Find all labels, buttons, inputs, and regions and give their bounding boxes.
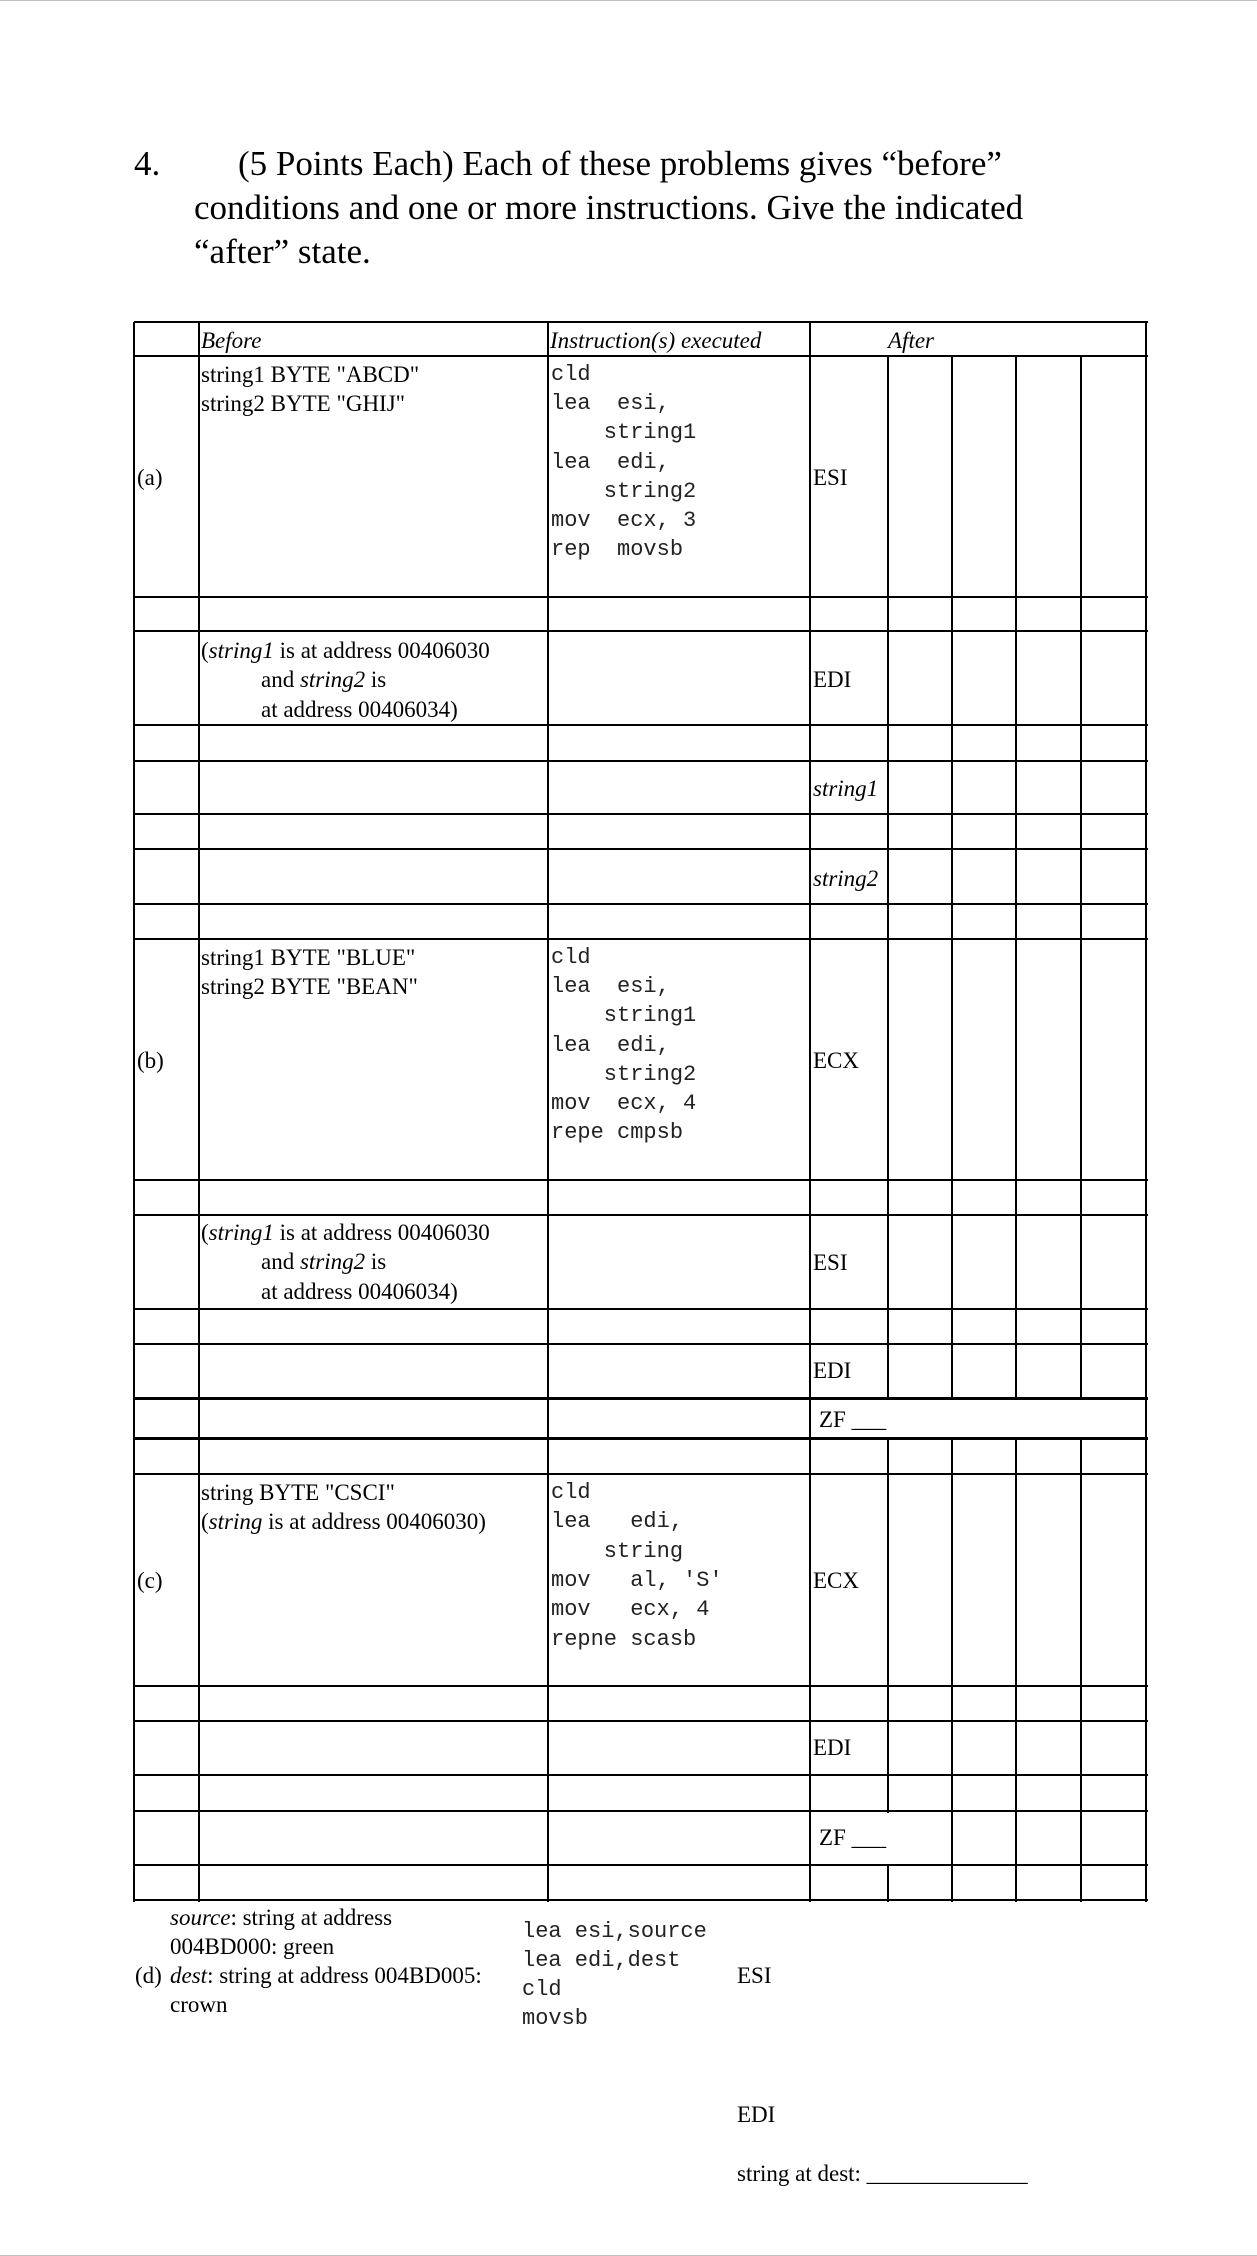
- part-b-label: (b): [137, 1048, 164, 1073]
- grid-line-h: [134, 630, 1148, 632]
- grid-line-v: [1015, 1438, 1017, 1902]
- grid-line-h: [134, 760, 1148, 762]
- header-before: Before: [201, 328, 262, 353]
- part-b-after-ecx: ECX: [813, 1048, 859, 1073]
- part-a-instr-7: rep movsb: [551, 537, 684, 562]
- grid-line-v: [887, 1438, 889, 1813]
- part-c-instr-2: lea edi,: [551, 1509, 684, 1534]
- part-c-after-edi: EDI: [813, 1735, 852, 1760]
- part-b-instr-3: string1: [551, 1003, 697, 1028]
- grid-line-h: [134, 938, 1148, 940]
- part-d-source-line: source: string at address: [170, 1905, 393, 1930]
- grid-line-h: [134, 1437, 1148, 1440]
- part-a-after-string2: string2: [813, 866, 879, 891]
- grid-line-h: [134, 724, 1148, 726]
- grid-line-h: [134, 903, 1148, 905]
- part-c-instr-5: mov ecx, 4: [551, 1597, 710, 1622]
- part-a-after-edi: EDI: [813, 667, 852, 692]
- grid-line-h: [134, 1720, 1148, 1722]
- grid-line-h: [134, 813, 1148, 815]
- grid-line-h: [134, 1473, 1148, 1475]
- part-a-instr-2: lea esi,: [551, 391, 670, 416]
- part-a-instr-3: string1: [551, 420, 697, 445]
- grid-line-v: [1015, 356, 1017, 1400]
- part-c-instr-4: mov al, 'S': [551, 1568, 723, 1593]
- grid-line-h: [134, 1774, 1148, 1776]
- grid-line-v: [547, 322, 549, 1902]
- grid-line-v: [198, 322, 200, 1902]
- grid-line-h: [134, 1179, 1148, 1181]
- part-c-after-ecx: ECX: [813, 1568, 859, 1593]
- part-b-after-zf: ZF ___: [819, 1407, 887, 1432]
- part-d-instr-3: cld: [522, 1977, 562, 2002]
- grid-line-h: [134, 848, 1148, 850]
- part-c-after-zf: ZF ___: [819, 1825, 887, 1850]
- part-d-dest-line: dest: string at address 004BD005:: [170, 1963, 482, 1988]
- part-b-instr-1: cld: [551, 945, 591, 970]
- grid-line-v: [951, 356, 953, 1400]
- part-d-dest-string-label: string at dest: ______________: [737, 2161, 1028, 2186]
- part-b-instr-2: lea esi,: [551, 974, 670, 999]
- grid-line-h: [134, 355, 1148, 357]
- grid-line-v: [133, 322, 135, 1902]
- part-a-label: (a): [137, 465, 163, 490]
- part-d-esi-label: ESI: [737, 1963, 772, 1988]
- grid-line-h: [134, 1864, 1148, 1866]
- grid-line-h: [134, 1899, 1148, 1901]
- part-d-source-value: 004BD000: green: [170, 1934, 335, 1959]
- grid-line-v: [1080, 1438, 1082, 1902]
- part-b-instr-4: lea edi,: [551, 1033, 670, 1058]
- grid-line-h: [134, 1308, 1148, 1310]
- part-c-before-line-2: (string is at address 00406030): [201, 1509, 486, 1534]
- part-a-note-line-2: and string2 is: [261, 667, 387, 692]
- part-a-instr-4: lea edi,: [551, 450, 670, 475]
- part-a-after-string1: string1: [813, 776, 879, 801]
- grid-line-h: [134, 1397, 1148, 1400]
- part-b-after-esi: ESI: [813, 1250, 848, 1275]
- header-instructions: Instruction(s) executed: [550, 328, 762, 353]
- part-b-instr-6: mov ecx, 4: [551, 1091, 697, 1116]
- grid-line-v: [809, 322, 811, 1902]
- grid-line-h: [134, 1343, 1148, 1345]
- part-b-note-line-1: (string1 is at address 00406030: [201, 1220, 490, 1245]
- grid-line-h: [134, 321, 1148, 323]
- part-d-dest-value: crown: [170, 1992, 228, 2017]
- part-a-instr-1: cld: [551, 362, 591, 387]
- part-b-before-line-2: string2 BYTE "BEAN": [201, 974, 418, 999]
- part-b-instr-7: repe cmpsb: [551, 1120, 684, 1145]
- part-c-instr-6: repne scasb: [551, 1627, 697, 1652]
- question-line-2: conditions and one or more instructions. Give the indicated: [194, 188, 1024, 227]
- part-a-note-line-1: (string1 is at address 00406030: [201, 638, 490, 663]
- grid-line-v: [951, 1438, 953, 1902]
- grid-line-v: [887, 1865, 889, 1902]
- part-b-before-line-1: string1 BYTE "BLUE": [201, 945, 416, 970]
- part-c-instr-1: cld: [551, 1480, 591, 1505]
- header-after: After: [888, 328, 934, 353]
- part-d-edi-label: EDI: [737, 2102, 776, 2127]
- grid-line-v: [1145, 322, 1147, 1902]
- question-number: 4.: [134, 144, 161, 183]
- part-a-before-line-1: string1 BYTE "ABCD": [201, 362, 420, 387]
- part-a-note-line-3: at address 00406034): [261, 697, 458, 722]
- grid-line-h: [134, 596, 1148, 598]
- part-c-before-line-1: string BYTE "CSCI": [201, 1480, 395, 1505]
- question-line-1: (5 Points Each) Each of these problems gives “before”: [238, 144, 1002, 183]
- part-b-instr-5: string2: [551, 1062, 697, 1087]
- question-line-3: “after” state.: [194, 232, 371, 271]
- grid-line-v: [887, 356, 889, 1400]
- part-b-after-edi: EDI: [813, 1358, 852, 1383]
- grid-line-h: [134, 1810, 1148, 1812]
- part-c-label: (c): [137, 1568, 163, 1593]
- part-a-instr-5: string2: [551, 479, 697, 504]
- part-d-label: (d): [135, 1963, 162, 1988]
- part-d-instr-4: movsb: [522, 2006, 589, 2031]
- part-d-instr-2: lea edi,dest: [522, 1948, 681, 1973]
- part-b-note-line-2: and string2 is: [261, 1249, 387, 1274]
- part-a-instr-6: mov ecx, 3: [551, 508, 697, 533]
- grid-line-h: [134, 1214, 1148, 1216]
- part-d-instr-1: lea esi,source: [522, 1919, 707, 1944]
- grid-line-h: [134, 1685, 1148, 1687]
- grid-line-v: [1080, 356, 1082, 1400]
- part-c-instr-3: string: [551, 1539, 684, 1564]
- part-a-after-esi: ESI: [813, 465, 848, 490]
- part-a-before-line-2: string2 BYTE "GHIJ": [201, 391, 406, 416]
- part-b-note-line-3: at address 00406034): [261, 1279, 458, 1304]
